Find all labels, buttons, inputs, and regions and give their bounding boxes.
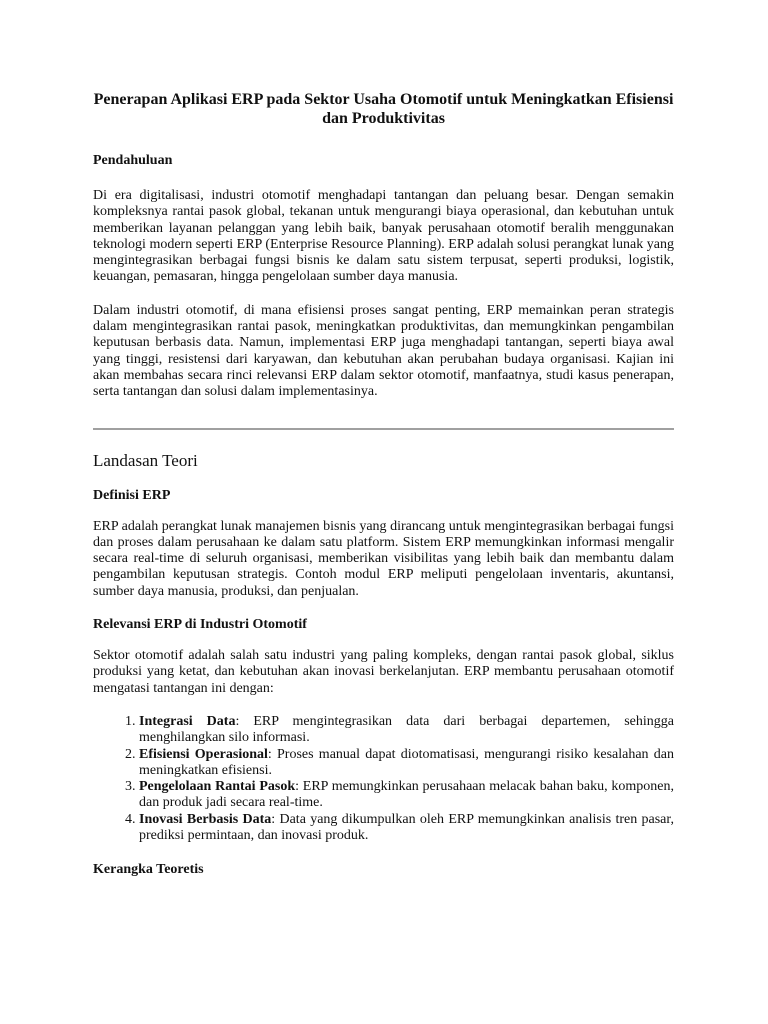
framework-heading: Kerangka Teoretis [93,862,204,878]
list-item-text: : ERP mengintegrasikan data dari berbagai departemen, sehingga menghilangkan silo informasi. [139,713,674,746]
relevance-list [93,714,674,844]
list-item-term: Integrasi Data [139,713,236,729]
list-item [139,779,674,812]
list-item [139,812,674,845]
relevance-heading: Relevansi ERP di Industri Otomotif [93,617,307,633]
list-item [139,714,674,747]
list-item-text: : Data yang dikumpulkan oleh ERP memungkinkan analisis tren pasar, prediksi permintaan, dan inovasi produk. [139,811,675,844]
document-body [93,90,674,879]
relevance-paragraph: Sektor otomotif adalah salah satu industri yang paling kompleks, dengan rantai pasok global, siklus produksi yang ketat, dan kebutuhan akan inovasi berkelanjutan. ERP membantu perusahaan otomotif mengatasi tantangan ini dengan: [93,648,674,696]
list-item-term: Inovasi Berbasis Data [139,811,272,827]
list-item-text: : ERP memungkinkan perusahaan melacak bahan baku, komponen, dan produk jadi secara real-time. [139,779,674,811]
list-item-term: Pengelolaan Rantai Pasok [139,779,296,795]
definition-paragraph: ERP adalah perangkat lunak manajemen bisnis yang dirancang untuk mengintegrasikan berbagai fungsi dan proses dalam perusahaan ke dalam satu platform. Sistem ERP memungkinkan informasi mengalir secara real-time di seluruh organisasi, memberikan visibilitas yang lebih baik dan membantu dalam pengambilan keputusan strategis. Contoh modul ERP meliputi pengelolaan inventaris, akuntansi, sumber daya manusia, produksi, dan penjualan. [93,518,674,599]
list-item-text: : Proses manual dapat diotomatisasi, mengurangi risiko kesalahan dan meningkatkan efisiensi. [139,746,674,778]
theory-heading: Landasan Teori [93,450,198,470]
list-item [139,747,674,780]
intro-paragraph-1: Di era digitalisasi, industri otomotif menghadapi tantangan dan peluang besar. Dengan semakin kompleksnya rantai pasok global, tekanan untuk mengurangi biaya operasional, dan kebutuhan untuk memberikan layanan pelanggan yang lebih baik, banyak perusahaan otomotif beralih menggunakan teknologi modern seperti ERP (Enterprise Resource Planning). ERP adalah solusi perangkat lunak yang mengintegrasikan berbagai fungsi bisnis ke dalam satu sistem terpusat, seperti produksi, logistik, keuangan, pemasaran, hingga pengelolaan sumber daya manusia. [93,188,674,285]
list-item-term: Efisiensi Operasional [139,746,268,762]
document-title: Penerapan Aplikasi ERP pada Sektor Usaha Otomotif untuk Meningkatkan Efisiensi dan Produktivitas [93,91,674,127]
definition-heading: Definisi ERP [93,487,171,503]
intro-heading: Pendahuluan [93,153,173,168]
intro-paragraph-2: Dalam industri otomotif, di mana efisiensi proses sangat penting, ERP memainkan peran strategis dalam mengintegrasikan rantai pasok, meningkatkan produktivitas, dan memungkinkan pengambilan keputusan berbasis data. Namun, implementasi ERP juga menghadapi tantangan, seperti biaya awal yang tinggi, resistensi dari karyawan, dan kebutuhan akan perubahan budaya organisasi. Kajian ini akan membahas secara rinci relevansi ERP dalam sektor otomotif, manfaatnya, studi kasus penerapan, serta tantangan dan solusi dalam implementasinya. [93,302,674,400]
